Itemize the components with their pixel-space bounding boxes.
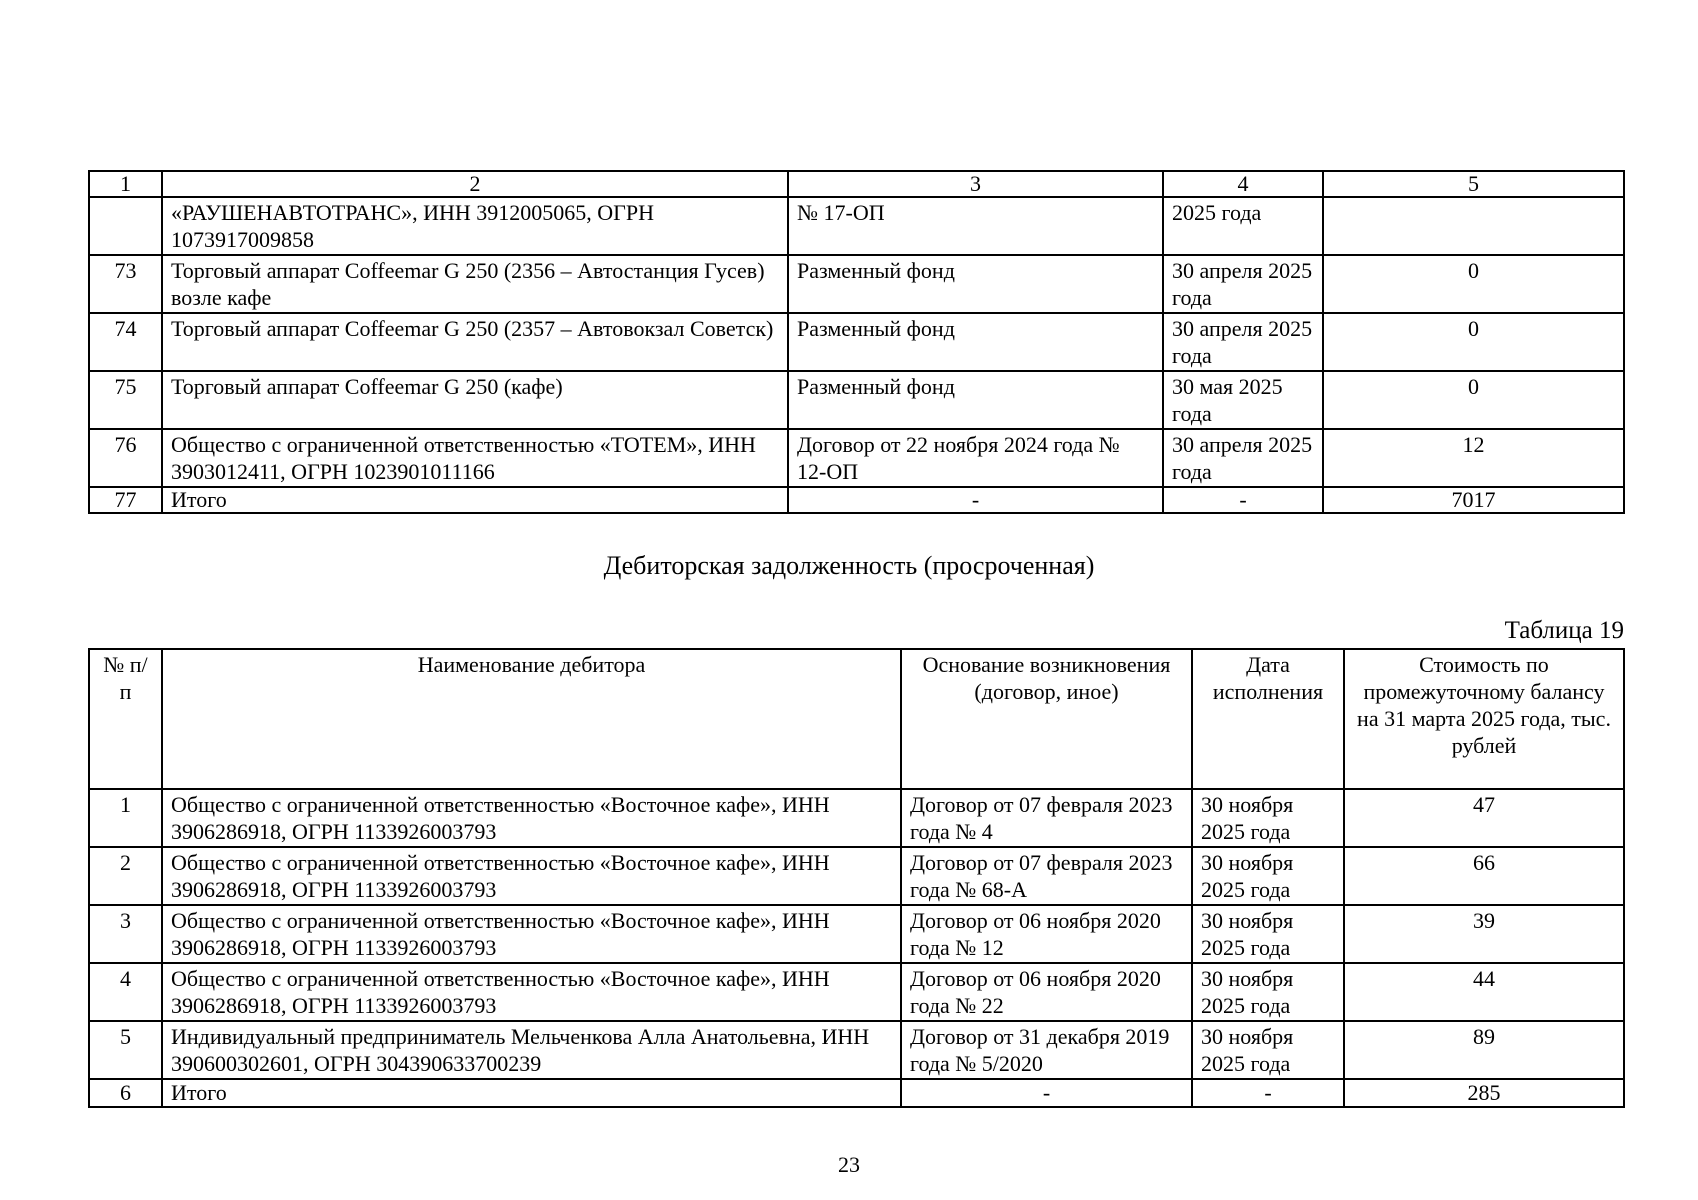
basis: Разменный фонд [788, 371, 1163, 429]
table-row [89, 963, 1624, 1021]
value [1323, 197, 1624, 255]
table-row [89, 789, 1624, 847]
debtor-name: Торговый аппарат Coffeemar G 250 (2356 – Автостанция Гусев) возле кафе [162, 255, 788, 313]
header-cell: 3 [788, 171, 1163, 197]
table-row [89, 429, 1624, 487]
value: 0 [1323, 255, 1624, 313]
due-date: 30 ноября 2025 года [1192, 905, 1344, 963]
due-date: 30 ноября 2025 года [1192, 847, 1344, 905]
basis: - [901, 1079, 1192, 1107]
header-cell: 5 [1323, 171, 1624, 197]
due-date: - [1163, 487, 1323, 513]
value: 89 [1344, 1021, 1624, 1079]
total-label: Итого [162, 1079, 901, 1107]
row-number: 74 [89, 313, 162, 371]
value: 66 [1344, 847, 1624, 905]
debtor-name: Общество с ограниченной ответственностью «Восточное кафе», ИНН 3906286918, ОГРН 1133926003793 [162, 847, 901, 905]
table-row [89, 313, 1624, 371]
basis: - [788, 487, 1163, 513]
basis: Разменный фонд [788, 313, 1163, 371]
debtor-name: Общество с ограниченной ответственностью «Восточное кафе», ИНН 3906286918, ОГРН 1133926003793 [162, 905, 901, 963]
header-cell: 1 [89, 171, 162, 197]
column-number-row [89, 171, 1624, 197]
value: 0 [1323, 371, 1624, 429]
row-number: 77 [89, 487, 162, 513]
page-number: 23 [838, 1152, 860, 1177]
due-date: 30 апреля 2025 года [1163, 429, 1323, 487]
debtor-name: Общество с ограниченной ответственностью «Восточное кафе», ИНН 3906286918, ОГРН 1133926003793 [162, 789, 901, 847]
row-number: 3 [89, 905, 162, 963]
debtor-name: Индивидуальный предприниматель Мельченкова Алла Анатольевна, ИНН 390600302601, ОГРН 304390633700239 [162, 1021, 901, 1079]
due-date: 30 апреля 2025 года [1163, 255, 1323, 313]
header-cell: 2 [162, 171, 788, 197]
header-due-date: Дата исполнения [1192, 649, 1344, 789]
debtor-name: Общество с ограниченной ответственностью «Восточное кафе», ИНН 3906286918, ОГРН 1133926003793 [162, 963, 901, 1021]
header-cell: 4 [1163, 171, 1323, 197]
table-row [89, 1021, 1624, 1079]
basis: Договор от 06 ноября 2020 года № 22 [901, 963, 1192, 1021]
row-number: 6 [89, 1079, 162, 1107]
row-number: 73 [89, 255, 162, 313]
basis: Договор от 07 февраля 2023 года № 68-А [901, 847, 1192, 905]
due-date: 30 ноября 2025 года [1192, 789, 1344, 847]
value: 12 [1323, 429, 1624, 487]
total-value: 7017 [1323, 487, 1624, 513]
value: 47 [1344, 789, 1624, 847]
row-number: 75 [89, 371, 162, 429]
due-date: - [1192, 1079, 1344, 1107]
table-header-row [89, 649, 1624, 789]
table-row [89, 371, 1624, 429]
basis: Договор от 31 декабря 2019 года № 5/2020 [901, 1021, 1192, 1079]
value: 39 [1344, 905, 1624, 963]
debtor-name: Общество с ограниченной ответственностью «ТОТЕМ», ИНН 3903012411, ОГРН 1023901011166 [162, 429, 788, 487]
table-row [89, 197, 1624, 255]
row-number [89, 197, 162, 255]
basis: Договор от 06 ноября 2020 года № 12 [901, 905, 1192, 963]
basis: Договор от 22 ноября 2024 года № 12-ОП [788, 429, 1163, 487]
due-date: 30 апреля 2025 года [1163, 313, 1323, 371]
total-row [89, 487, 1624, 513]
table-row [89, 905, 1624, 963]
due-date: 2025 года [1163, 197, 1323, 255]
due-date: 30 ноября 2025 года [1192, 963, 1344, 1021]
value: 44 [1344, 963, 1624, 1021]
row-number: 5 [89, 1021, 162, 1079]
header-debtor-name: Наименование дебитора [162, 649, 901, 789]
row-number: 76 [89, 429, 162, 487]
due-date: 30 ноября 2025 года [1192, 1021, 1344, 1079]
table-row [89, 255, 1624, 313]
total-value: 285 [1344, 1079, 1624, 1107]
row-number: 4 [89, 963, 162, 1021]
debtor-name: Торговый аппарат Coffeemar G 250 (2357 – Автовокзал Советск) [162, 313, 788, 371]
total-row [89, 1079, 1624, 1107]
debtor-name: Торговый аппарат Coffeemar G 250 (кафе) [162, 371, 788, 429]
basis: Договор от 07 февраля 2023 года № 4 [901, 789, 1192, 847]
due-date: 30 мая 2025 года [1163, 371, 1323, 429]
basis: № 17-ОП [788, 197, 1163, 255]
section-title: Дебиторская задолженность (просроченная) [603, 551, 1095, 580]
header-basis: Основание возникновения (договор, иное) [901, 649, 1192, 789]
row-number: 2 [89, 847, 162, 905]
basis: Разменный фонд [788, 255, 1163, 313]
header-number: № п/п [89, 649, 162, 789]
table-row [89, 847, 1624, 905]
row-number: 1 [89, 789, 162, 847]
total-label: Итого [162, 487, 788, 513]
receivables-table-continued [88, 170, 1625, 514]
table-label: Таблица 19 [1504, 617, 1624, 644]
value: 0 [1323, 313, 1624, 371]
overdue-receivables-table [88, 648, 1625, 1108]
debtor-name: «РАУШЕНАВТОТРАНС», ИНН 3912005065, ОГРН 1073917009858 [162, 197, 788, 255]
header-value: Стоимость по промежуточному балансу на 31 марта 2025 года, тыс. рублей [1344, 649, 1624, 789]
